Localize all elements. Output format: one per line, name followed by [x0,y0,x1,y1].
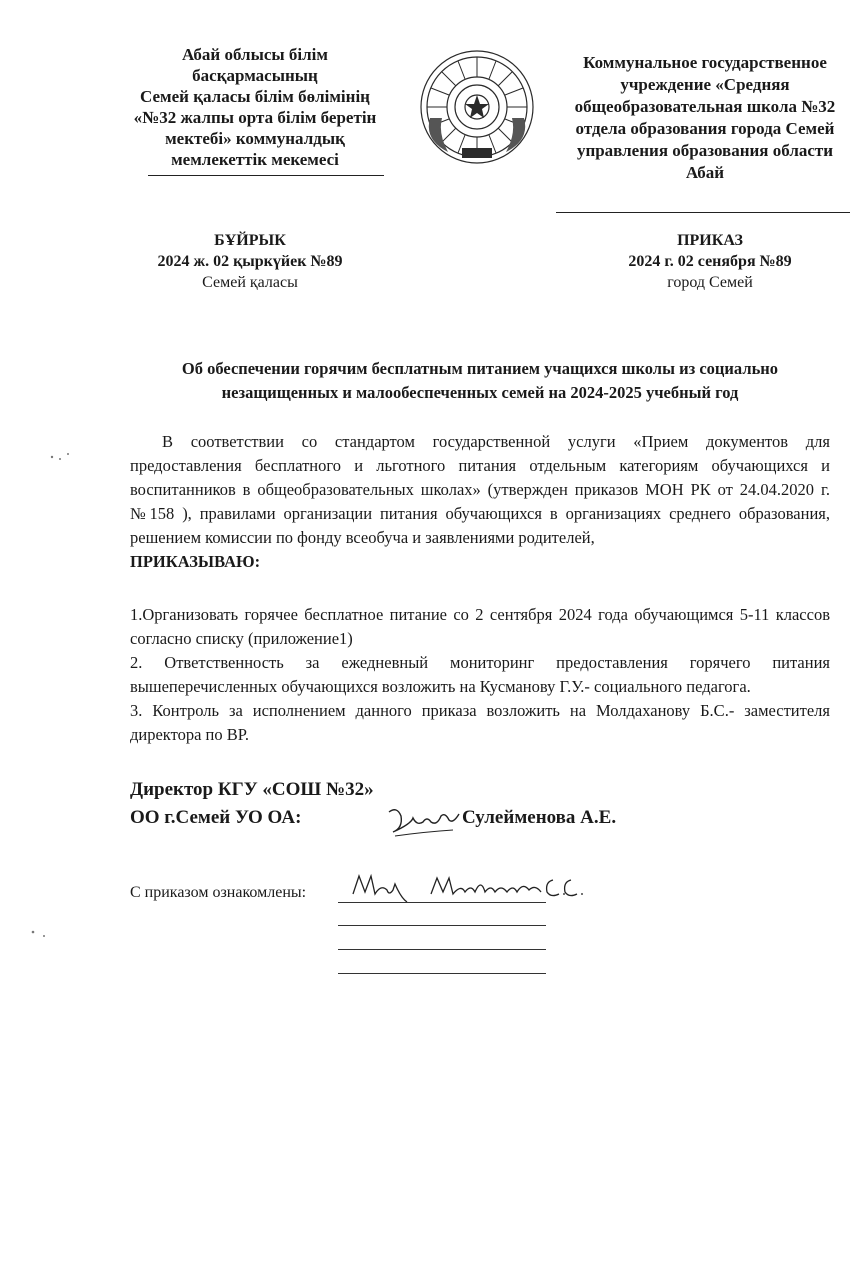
order-items [130,603,830,747]
acknowledgement-label: С приказом ознакомлены: [130,884,307,901]
acknowledgement-line [338,973,546,974]
header-kz-line: Абай облысы білім басқармасының [182,45,328,85]
header-ru [555,52,855,184]
signatory-org: ОО г.Семей УО ОА: [130,807,302,828]
header-kz [120,44,390,170]
acknowledgement-line [338,949,546,950]
header-kz-rule [148,175,384,176]
order-title-ru: ПРИКАЗ [677,232,743,249]
header-ru-line: Коммунальное государственное [583,53,827,72]
header-ru-line: общеобразовательная школа №32 [574,97,836,116]
order-date-ru: 2024 г. 02 сенября №89 [628,253,792,270]
acknowledgement-line [338,902,546,903]
document-title [130,357,830,405]
acknowledgement-line [338,925,546,926]
order-item: 2. Ответственность за ежедневный мониторинг предоставления горячего питания вышеперечисленных обучающихся возложить на Кусманову Г.У.- социального педагога. [130,653,830,696]
order-city-ru: город Семей [667,274,753,291]
header-ru-line: учреждение «Средняя [620,75,790,94]
header-kz-line: мектебі» коммуналдық [165,129,345,148]
header-kz-line: «№32 жалпы орта білім беретін [133,108,377,127]
header-ru-rule [556,212,850,213]
order-title-kz: БҰЙРЫК [214,232,286,249]
signatory-block [130,776,630,832]
order-date-kz: 2024 ж. 02 қыркүйек №89 [157,253,343,270]
document-title-line: незащищенных и малообеспеченных семей на 2024-2025 учебный год [221,383,739,402]
order-item: 1.Организовать горячее бесплатное питание со 2 сентября 2024 года обучающимся 5-11 классов согласно списку (приложение1) [130,605,830,648]
order-city-kz: Семей қаласы [202,274,298,291]
director-signature [383,802,463,842]
command-word: ПРИКАЗЫВАЮ: [130,552,261,571]
header-kz-line: мемлекеттік мекемесі [171,150,339,169]
signatory-name: Сулейменова А.Е. [462,807,617,828]
document-title-line: Об обеспечении горячим бесплатным питанием учащихся школы из социально [181,359,779,378]
header-kz-line: Семей қаласы білім бөлімінің [140,87,370,106]
header-ru-line: управления образования области [576,141,834,160]
order-block-kz [130,230,370,293]
order-item: 3. Контроль за исполнением данного приказа возложить на Молдаханову Б.С.- заместителя директора по ВР. [130,701,830,744]
signatory-title: Директор КГУ «СОШ №32» [130,779,374,800]
header-ru-line: Абай [685,163,725,182]
order-block-ru [590,230,830,293]
header-ru-line: отдела образования города Семей [575,119,835,138]
preamble [130,430,830,574]
preamble-text: В соответствии со стандартом государственной услуги «Прием документов для предоставления бесплатного и льготного питания отдельным категориям обучающихся и воспитанников в общеобразовательных школах» (утвержден приказов МОН РК от 24.04.2020 г. №158 ), правилами организации питания обучающихся в организациях среднего образования, решением комиссии по фонду всеобуча и заявлениями родителей, [130,432,830,547]
state-emblem-icon [418,48,536,166]
